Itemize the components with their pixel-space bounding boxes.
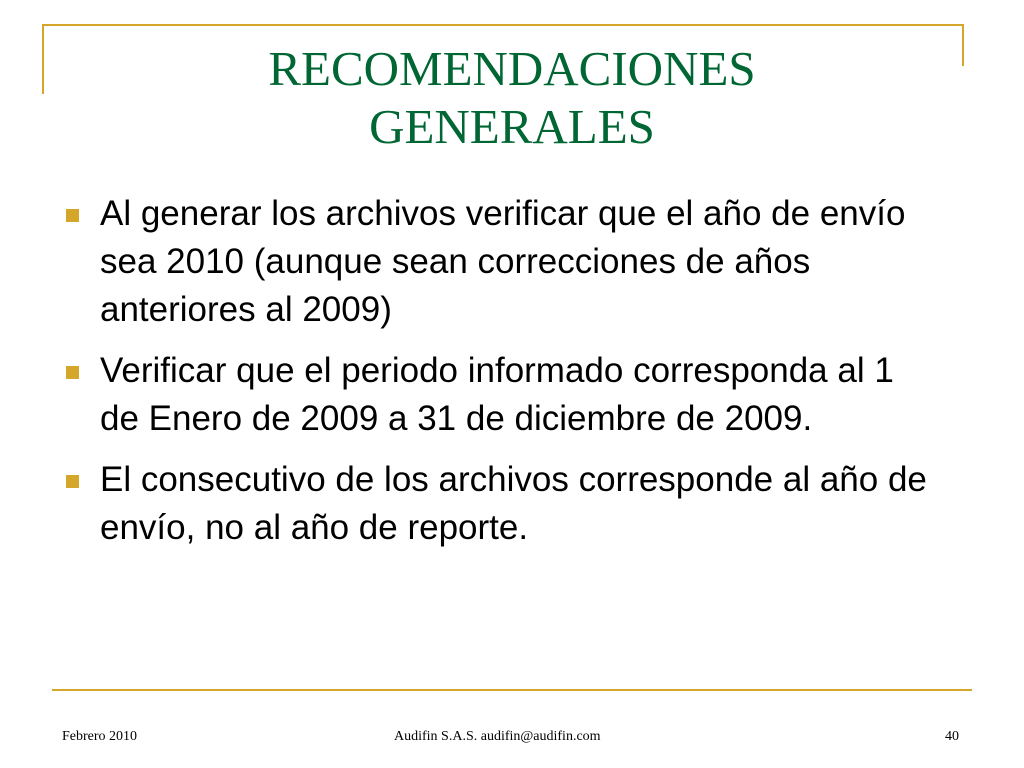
- frame-top-border: [42, 24, 964, 26]
- square-bullet-icon: [66, 209, 79, 222]
- bullet-item: [62, 347, 942, 443]
- footer-date: Febrero 2010: [62, 729, 138, 744]
- slide-title: [60, 40, 964, 156]
- slide-title-line2: GENERALES: [369, 99, 655, 154]
- square-bullet-icon: [66, 366, 79, 379]
- bullet-text: Al generar los archivos verificar que el año de envío sea 2010 (aunque sean correcciones de años anteriores al 2009): [100, 194, 906, 329]
- slide-title-line1: RECOMENDACIONES: [268, 41, 756, 96]
- frame-left-border: [42, 24, 44, 94]
- bullet-item: [62, 190, 942, 334]
- footer-page-number: 40: [945, 729, 959, 744]
- bullet-item: [62, 456, 942, 552]
- footer-company: Audifin S.A.S. audifin@audifin.com: [394, 729, 601, 744]
- bullet-text: Verificar que el periodo informado corresponda al 1 de Enero de 2009 a 31 de diciembre de 2009.: [100, 351, 894, 438]
- bullet-list: [62, 190, 942, 565]
- bullet-text: El consecutivo de los archivos corresponde al año de envío, no al año de reporte.: [100, 460, 927, 547]
- square-bullet-icon: [66, 475, 79, 488]
- footer-divider: [52, 689, 972, 691]
